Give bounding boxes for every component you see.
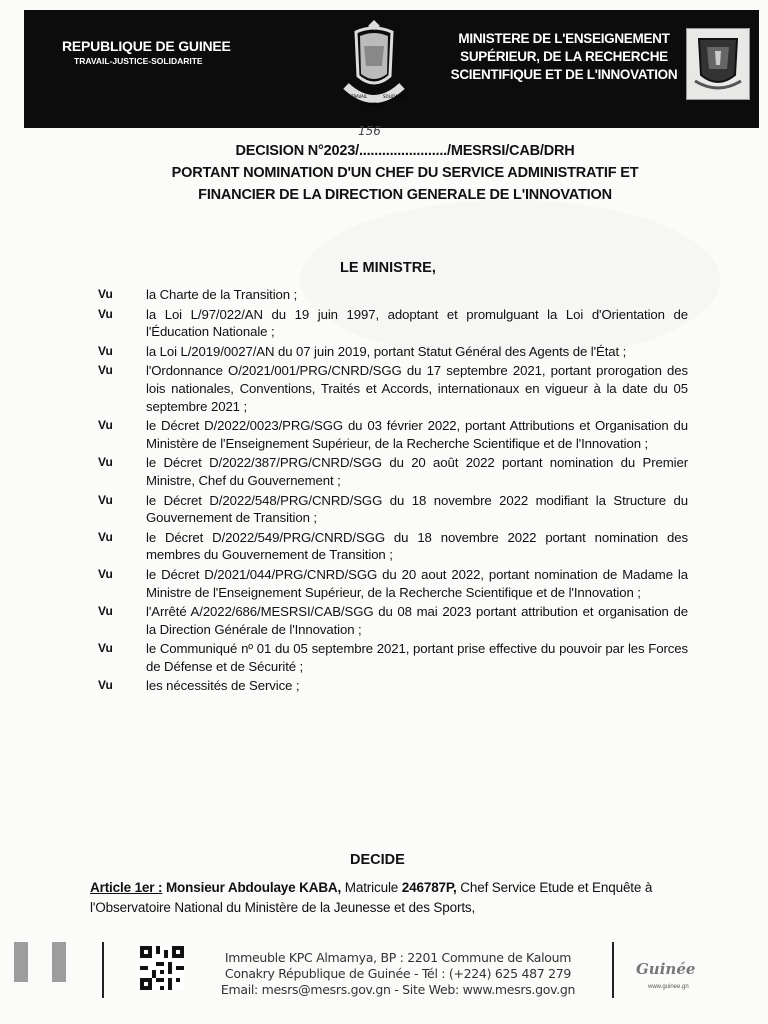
vu-label: Vu [98, 343, 113, 358]
vu-text: le Décret D/2022/387/PRG/CNRD/SGG du 20 août 2022 portant nomination du Premier Ministre, Chef du Gouvernement ; [146, 455, 688, 488]
appointee-name: Monsieur Abdoulaye KABA, [165, 880, 342, 895]
footer [0, 938, 768, 1024]
vu-label: Vu [98, 287, 113, 301]
footer-divider [102, 942, 104, 998]
vu-label: Vu [98, 566, 113, 581]
decision-title [100, 140, 710, 206]
scan-marks [14, 942, 74, 982]
vu-text: l'Ordonnance O/2021/001/PRG/CNRD/SGG du 17 septembre 2021, portant prorogation des lois nationales, Conventions, Traités et Accords, internationaux en vigueur à la date du 05 septembre 2021 ; [146, 363, 688, 414]
article-1 [90, 878, 680, 918]
decide-heading: DECIDE [350, 852, 405, 868]
emblem-word-justice: JUSTICE [367, 102, 383, 107]
vu-text: le Décret D/2021/044/PRG/CNRD/SGG du 20 aout 2022, portant nomination de Madame la Ministre de l'Enseignement Supérieur, de la Recherche Scientifique et de l'Innovation ; [146, 566, 688, 600]
letterhead [24, 10, 759, 128]
article-label: Article 1er : [90, 880, 163, 895]
address-line: Email: mesrs@mesrs.gov.gn - Site Web: www.mesrs.gov.gn [220, 982, 576, 997]
vu-text: le Communiqué nº 01 du 05 septembre 2021, portant prise effective du pouvoir par les Forces de Défense et de Sécurité ; [146, 641, 688, 674]
vu-item [98, 286, 688, 304]
ministry-address [200, 950, 596, 998]
country-name: REPUBLIQUE DE GUINEE [62, 38, 231, 54]
vu-item [98, 343, 688, 361]
article-body: Chef Service Etude et Enquête à l'Observatoire National du Ministère de la Jeunesse et des Sports, [90, 880, 653, 915]
ministry-seal-icon [686, 28, 750, 100]
vu-label: Vu [98, 492, 113, 507]
scan-mark [14, 942, 28, 982]
country-block [62, 38, 272, 66]
matricule-label: Matricule [344, 880, 399, 895]
matricule-value: 246787P, [401, 880, 457, 895]
vu-item [98, 362, 688, 415]
vu-item [98, 640, 688, 675]
vu-label: Vu [98, 418, 113, 433]
handwritten-decision-number: 156 [358, 124, 381, 138]
vu-text: le Décret D/2022/0023/PRG/SGG du 03 février 2022, portant Attributions et Organisation du Ministère de l'Enseignement Supérieur, de la Recherche Scientifique et de l'Innovation ; [146, 418, 688, 451]
ministry-line: MINISTERE DE L'ENSEIGNEMENT [458, 31, 670, 46]
vu-text: l'Arrêté A/2022/686/MESRSI/CAB/SGG du 08 mai 2023 portant attribution et organisation de la Direction Générale de l'Innovation ; [146, 604, 688, 637]
vu-text: le Décret D/2022/548/PRG/CNRD/SGG du 18 novembre 2022 modifiant la Structure du Gouvernement de Transition ; [146, 492, 688, 526]
guinee-brand-logo [632, 952, 702, 998]
vu-text: la Charte de la Transition ; [146, 287, 298, 302]
vu-item [98, 306, 688, 341]
vu-label: Vu [98, 363, 113, 378]
vu-label: Vu [98, 455, 113, 470]
vu-item [98, 529, 688, 564]
vu-text: le Décret D/2022/549/PRG/CNRD/SGG du 18 novembre 2022 portant nomination des membres du Gouvernement de Transition ; [146, 529, 688, 563]
vu-label: Vu [98, 306, 113, 321]
country-motto: TRAVAIL-JUSTICE-SOLIDARITE [74, 56, 203, 66]
brand-url: www.guinee.gn [648, 984, 689, 990]
vu-item [98, 492, 688, 527]
vu-label: Vu [98, 641, 113, 656]
ministry-line: SCIENTIFIQUE ET DE L'INNOVATION [450, 67, 678, 82]
scan-mark [52, 942, 66, 982]
vu-text: la Loi L/97/022/AN du 19 juin 1997, adoptant et promulguant la Loi d'Orientation de l'Éducation Nationale ; [146, 306, 688, 340]
vu-text: la Loi L/2019/0027/AN du 07 juin 2019, portant Statut Général des Agents de l'État ; [146, 343, 627, 359]
decision-number: DECISION N°2023/......................./MESRSI/CAB/DRH [235, 143, 575, 159]
decision-title-line: FINANCIER DE LA DIRECTION GENERALE DE L'INNOVATION [198, 187, 612, 203]
brand-name: Guinée [636, 960, 696, 978]
national-emblem-icon [342, 16, 406, 122]
vu-label: Vu [98, 678, 113, 693]
vu-item [98, 417, 688, 452]
emblem-word-solidarite: SOLIDARITE [383, 94, 406, 99]
decision-title-line: PORTANT NOMINATION D'UN CHEF DU SERVICE ADMINISTRATIF ET [171, 165, 639, 181]
qr-code-icon [140, 946, 184, 990]
vu-label: Vu [98, 529, 113, 544]
ministry-line: SUPÉRIEUR, DE LA RECHERCHE [460, 49, 668, 64]
vu-item [98, 603, 688, 638]
address-line: Conakry République de Guinée - Tél : (+224) 625 487 279 [224, 966, 572, 981]
vu-label: Vu [98, 604, 113, 619]
considerations-list [98, 286, 688, 697]
footer-divider [612, 942, 614, 998]
vu-item [98, 454, 688, 489]
emblem-word-travail: TRAVAIL [351, 94, 368, 99]
vu-text: les nécessités de Service ; [146, 678, 300, 694]
vu-item [98, 566, 688, 601]
minister-heading: LE MINISTRE, [340, 260, 436, 276]
vu-item [98, 677, 688, 695]
ministry-name [444, 30, 684, 84]
address-line: Immeuble KPC Almamya, BP : 2201 Commune de Kaloum [224, 950, 572, 965]
